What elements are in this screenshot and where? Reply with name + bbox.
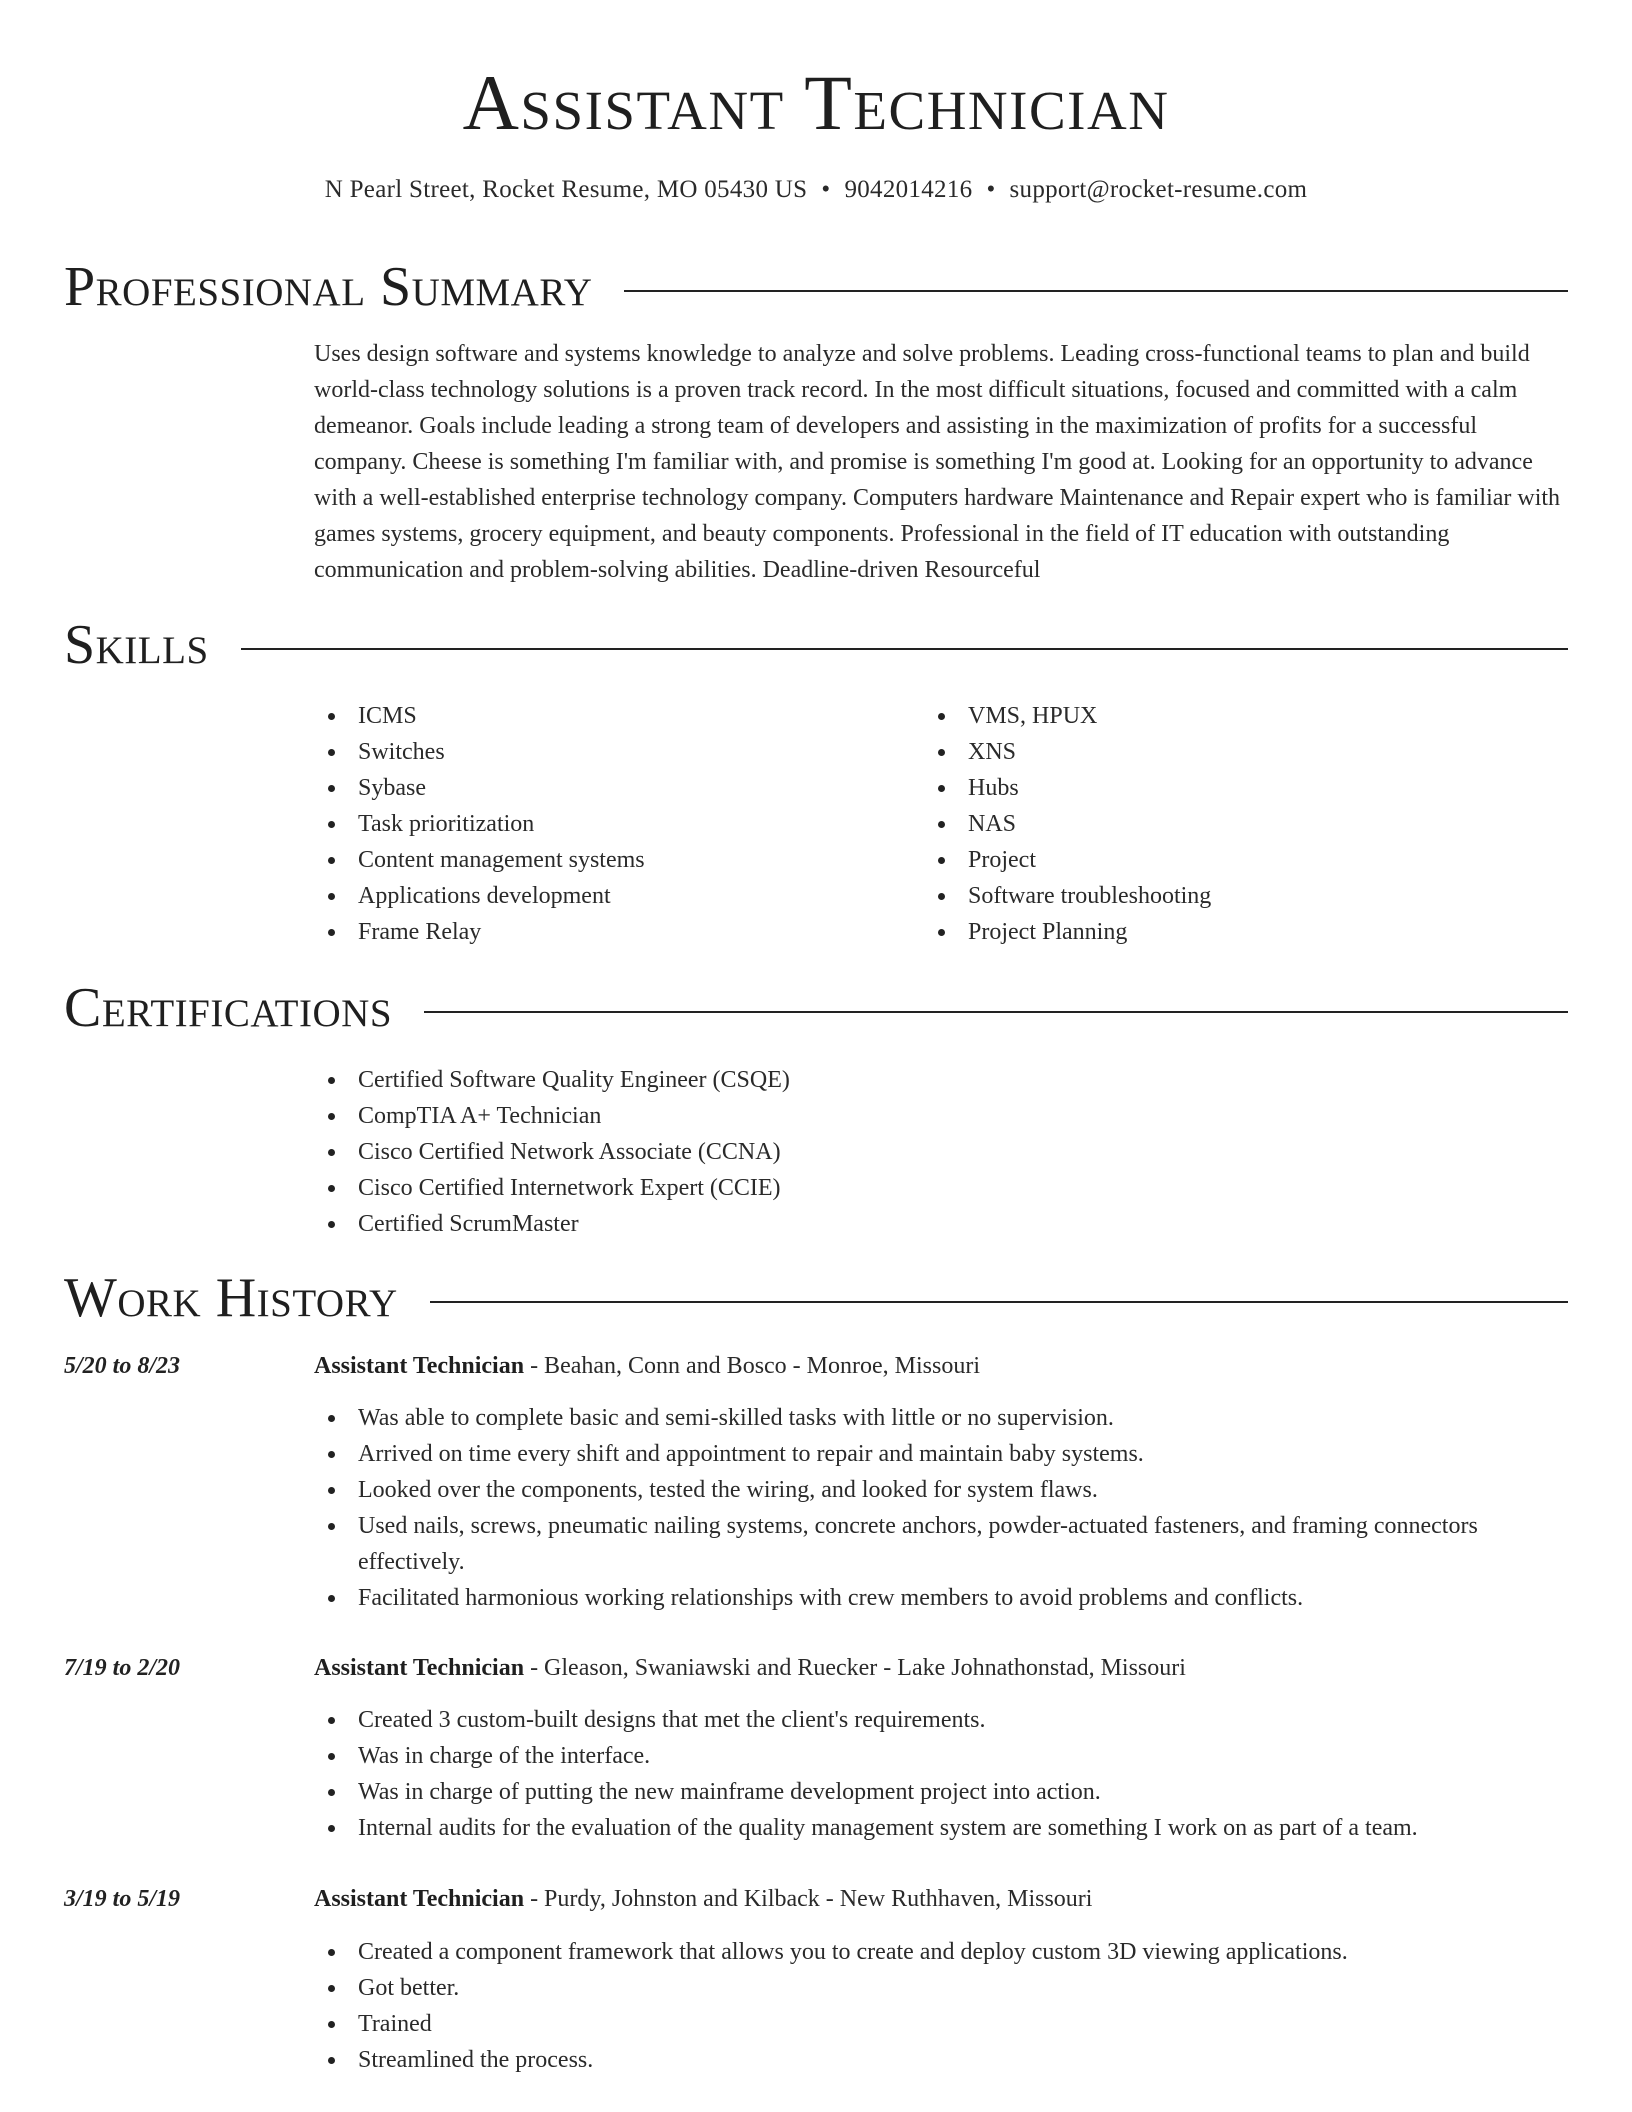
job-bullet: Looked over the components, tested the wiring, and looked for system flaws. [314, 1472, 1568, 1508]
job-bullet: Was in charge of putting the new mainframe development project into action. [314, 1774, 1568, 1810]
contact-separator: • [986, 176, 996, 203]
section-title: Work History [64, 1267, 398, 1329]
candidate-name: Assistant Technician [462, 59, 1170, 146]
job-bullets [314, 1400, 1568, 1616]
certifications-list [314, 1062, 1314, 1242]
skill-item: Project [924, 842, 1524, 878]
section-title: Professional Summary [64, 256, 593, 318]
job-dates: 5/20 to 8/23 [64, 1353, 181, 1379]
contact-separator: • [821, 176, 831, 203]
certification-item: CompTIA A+ Technician [314, 1098, 1314, 1134]
skills-list-left [314, 698, 914, 950]
contact-line [0, 174, 1632, 206]
job-bullet: Used nails, screws, pneumatic nailing systems, concrete anchors, powder-actuated fasteners, and framing connectors effectively. [314, 1508, 1568, 1580]
job-header [314, 1650, 1568, 1686]
section-header-certifications [64, 975, 1568, 1041]
job-bullet: Streamlined the process. [314, 2042, 1568, 2078]
job-bullets [314, 1934, 1568, 2078]
job-title: Assistant Technician [314, 1353, 525, 1379]
job-employer: - Beahan, Conn and Bosco - Monroe, Missouri [524, 1353, 981, 1379]
section-header-skills [64, 612, 1568, 678]
section-header-work-history [64, 1265, 1568, 1331]
certification-item: Certified ScrumMaster [314, 1206, 1314, 1242]
job-bullet: Was able to complete basic and semi-skilled tasks with little or no supervision. [314, 1400, 1568, 1436]
job-bullet: Created 3 custom-built designs that met the client's requirements. [314, 1702, 1568, 1738]
contact-email: support@rocket-resume.com [1009, 176, 1308, 203]
job-title: Assistant Technician [314, 1655, 525, 1681]
contact-address: N Pearl Street, Rocket Resume, MO 05430 US [324, 176, 808, 203]
job-employer: - Gleason, Swaniawski and Ruecker - Lake Johnathonstad, Missouri [524, 1655, 1186, 1681]
skill-item: ICMS [314, 698, 914, 734]
job-header [314, 1881, 1568, 1917]
skill-item: Project Planning [924, 914, 1524, 950]
skill-item: Switches [314, 734, 914, 770]
skill-item: Applications development [314, 878, 914, 914]
section-divider [424, 1011, 1568, 1013]
job-dates: 3/19 to 5/19 [64, 1886, 181, 1912]
certification-item: Cisco Certified Internetwork Expert (CCIE) [314, 1170, 1314, 1206]
skill-item: Software troubleshooting [924, 878, 1524, 914]
skill-item: NAS [924, 806, 1524, 842]
section-title: Certifications [64, 977, 393, 1039]
certification-item: Cisco Certified Network Associate (CCNA) [314, 1134, 1314, 1170]
skill-item: Content management systems [314, 842, 914, 878]
job-bullet: Internal audits for the evaluation of the quality management system are something I work on as part of a team. [314, 1810, 1568, 1846]
section-divider [624, 290, 1568, 292]
job-dates: 7/19 to 2/20 [64, 1655, 181, 1681]
job-bullet: Arrived on time every shift and appointment to repair and maintain baby systems. [314, 1436, 1568, 1472]
skill-item: Frame Relay [314, 914, 914, 950]
job-bullet: Trained [314, 2006, 1568, 2042]
summary-text: Uses design software and systems knowledge to analyze and solve problems. Leading cross-functional teams to plan and build world-class technology solutions is a proven track record. In the most difficult situations, focused and committed with a calm demeanor. Goals include leading a strong team of developers and assisting in the maximization of profits for a successful company. Cheese is something I'm familiar with, and promise is something I'm good at. Looking for an opportunity to advance with a well-established enterprise technology company. Computers hardware Maintenance and Repair expert who is familiar with games systems, grocery equipment, and beauty components. Professional in the field of IT education with outstanding communication and problem-solving abilities. Deadline-driven Resourceful [314, 341, 1561, 583]
skill-item: Sybase [314, 770, 914, 806]
job-title: Assistant Technician [314, 1886, 525, 1912]
job-bullet: Facilitated harmonious working relationships with crew members to avoid problems and conflicts. [314, 1580, 1568, 1616]
section-divider [430, 1301, 1568, 1303]
section-header-summary [64, 254, 1568, 320]
skill-item: VMS, HPUX [924, 698, 1524, 734]
job-bullet: Created a component framework that allows you to create and deploy custom 3D viewing applications. [314, 1934, 1568, 1970]
skills-list-right [924, 698, 1524, 950]
skill-item: Hubs [924, 770, 1524, 806]
section-divider [241, 648, 1568, 650]
skill-item: XNS [924, 734, 1524, 770]
contact-phone: 9042014216 [844, 176, 973, 203]
job-bullet: Got better. [314, 1970, 1568, 2006]
skill-item: Task prioritization [314, 806, 914, 842]
job-employer: - Purdy, Johnston and Kilback - New Ruthhaven, Missouri [524, 1886, 1093, 1912]
job-header [314, 1348, 1568, 1384]
job-bullet: Was in charge of the interface. [314, 1738, 1568, 1774]
job-bullets [314, 1702, 1568, 1846]
section-title: Skills [64, 614, 209, 676]
certification-item: Certified Software Quality Engineer (CSQE) [314, 1062, 1314, 1098]
